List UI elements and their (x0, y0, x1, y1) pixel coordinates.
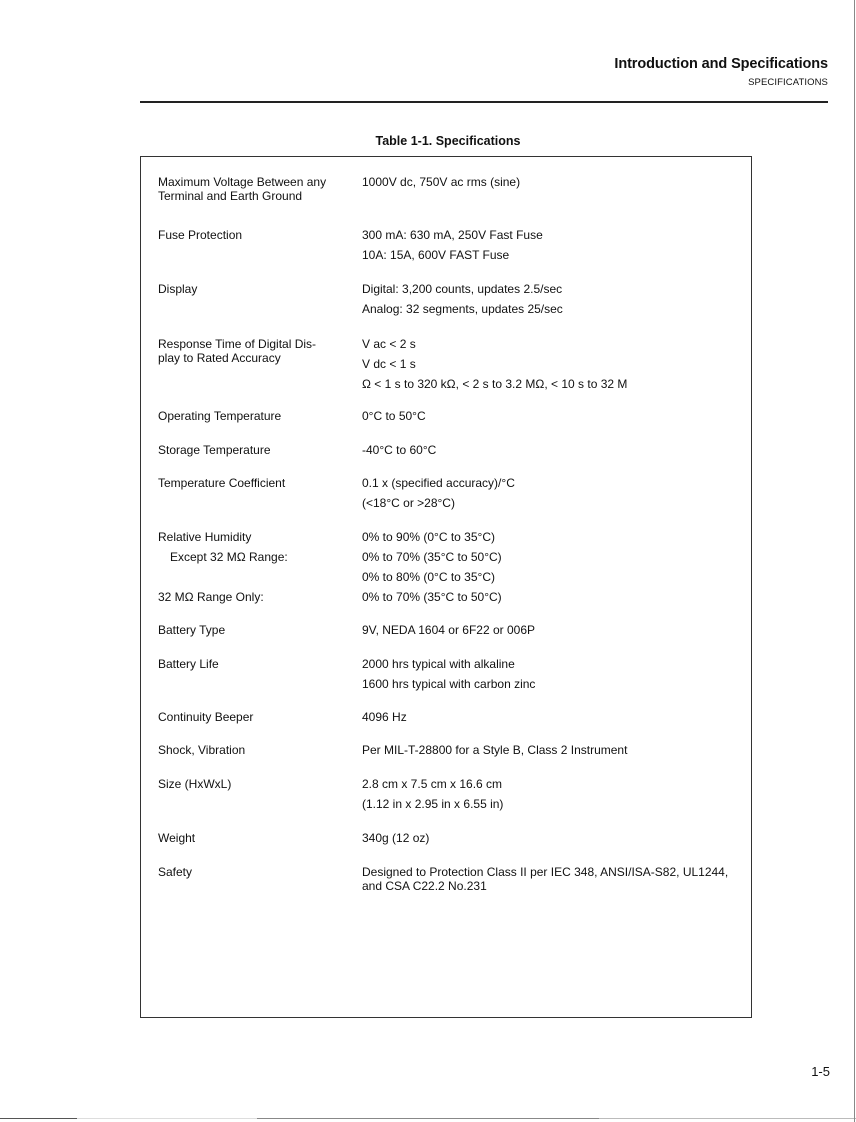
spec-value-line: 0% to 90% (0°C to 35°C) (362, 530, 495, 544)
spec-value (362, 865, 737, 893)
spec-label (158, 175, 348, 203)
spec-label: Operating Temperature (158, 409, 282, 423)
spec-value-line: V dc < 1 s (362, 357, 416, 371)
spec-value-line: 340g (12 oz) (362, 831, 430, 845)
spec-value-line: 0% to 80% (0°C to 35°C) (362, 570, 495, 584)
spec-label: Shock, Vibration (158, 743, 246, 757)
spec-label: Battery Type (158, 623, 226, 637)
spec-value (362, 476, 747, 510)
spec-value-line: 0% to 70% (35°C to 50°C) (362, 550, 502, 564)
spec-label: Storage Temperature (158, 443, 271, 457)
spec-label-line: Except 32 MΩ Range: (170, 550, 288, 564)
spec-value-line: -40°C to 60°C (362, 443, 437, 457)
spec-value-line: 2000 hrs typical with alkaline (362, 657, 515, 671)
header-divider (140, 101, 828, 103)
spec-label: Size (HxWxL) (158, 777, 232, 791)
spec-label: Battery Life (158, 657, 219, 671)
spec-value (362, 777, 747, 811)
spec-value-line: 0.1 x (specified accuracy)/°C (362, 476, 515, 490)
spec-label-line: Maximum Voltage Between any (158, 175, 327, 189)
spec-value (362, 831, 747, 845)
spec-label: Weight (158, 831, 196, 845)
spec-value-line: Per MIL-T-28800 for a Style B, Class 2 Instrument (362, 743, 628, 757)
table-title: Table 1-1. Specifications (375, 134, 521, 148)
spec-value (362, 657, 747, 691)
spec-value (362, 743, 747, 757)
spec-label-line: Relative Humidity (158, 530, 252, 544)
spec-value (362, 282, 747, 316)
spec-label: Display (158, 282, 198, 296)
spec-value (362, 228, 747, 262)
spec-label: Fuse Protection (158, 228, 243, 242)
spec-value-line: V ac < 2 s (362, 337, 416, 351)
spec-value-line: Digital: 3,200 counts, updates 2.5/sec (362, 282, 563, 296)
spec-label-line: Terminal and Earth Ground (158, 189, 303, 203)
section-subtitle: SPECIFICATIONS (748, 77, 828, 88)
spec-value-line: 4096 Hz (362, 710, 407, 724)
spec-value (362, 409, 747, 423)
spec-value-line: 9V, NEDA 1604 or 6F22 or 006P (362, 623, 536, 637)
spec-value-line: 0% to 70% (35°C to 50°C) (362, 590, 502, 604)
spec-value-line: Designed to Protection Class II per IEC 348, ANSI/ISA-S82, UL1244, and CSA C22.2 No.231 (362, 865, 729, 893)
spec-label (158, 337, 348, 365)
spec-label: Safety (158, 865, 193, 879)
spec-label-line: play to Rated Accuracy (158, 351, 281, 365)
spec-label: 32 MΩ Range Only: (158, 590, 264, 604)
spec-label (158, 530, 348, 564)
spec-value-line: 1600 hrs typical with carbon zinc (362, 677, 536, 691)
spec-value-line: 300 mA: 630 mA, 250V Fast Fuse (362, 228, 543, 242)
spec-value-line: Ω < 1 s to 320 kΩ, < 2 s to 3.2 MΩ, < 10 s to 32 M (362, 377, 628, 391)
spec-value (362, 337, 747, 391)
spec-value-line: 0°C to 50°C (362, 409, 426, 423)
spec-value (362, 175, 747, 189)
specifications-table (140, 156, 752, 1018)
spec-value-line: 2.8 cm x 7.5 cm x 16.6 cm (362, 777, 503, 791)
section-title: Introduction and Specifications (614, 56, 828, 72)
spec-value (362, 710, 747, 724)
spec-label-line: Response Time of Digital Dis- (158, 337, 317, 351)
page-number: 1-5 (811, 1064, 830, 1079)
spec-value-line: (<18°C or >28°C) (362, 496, 455, 510)
spec-value-line: (1.12 in x 2.95 in x 6.55 in) (362, 797, 504, 811)
scan-edge-line (0, 1118, 856, 1119)
spec-value-line: 10A: 15A, 600V FAST Fuse (362, 248, 510, 262)
spec-value-line: Analog: 32 segments, updates 25/sec (362, 302, 563, 316)
spec-value (362, 590, 747, 604)
spec-label: Temperature Coefficient (158, 476, 286, 490)
spec-value (362, 623, 747, 637)
spec-value-line: 1000V dc, 750V ac rms (sine) (362, 175, 521, 189)
page-edge (854, 0, 855, 1122)
spec-value (362, 443, 747, 457)
spec-value (362, 530, 747, 584)
spec-label: Continuity Beeper (158, 710, 254, 724)
